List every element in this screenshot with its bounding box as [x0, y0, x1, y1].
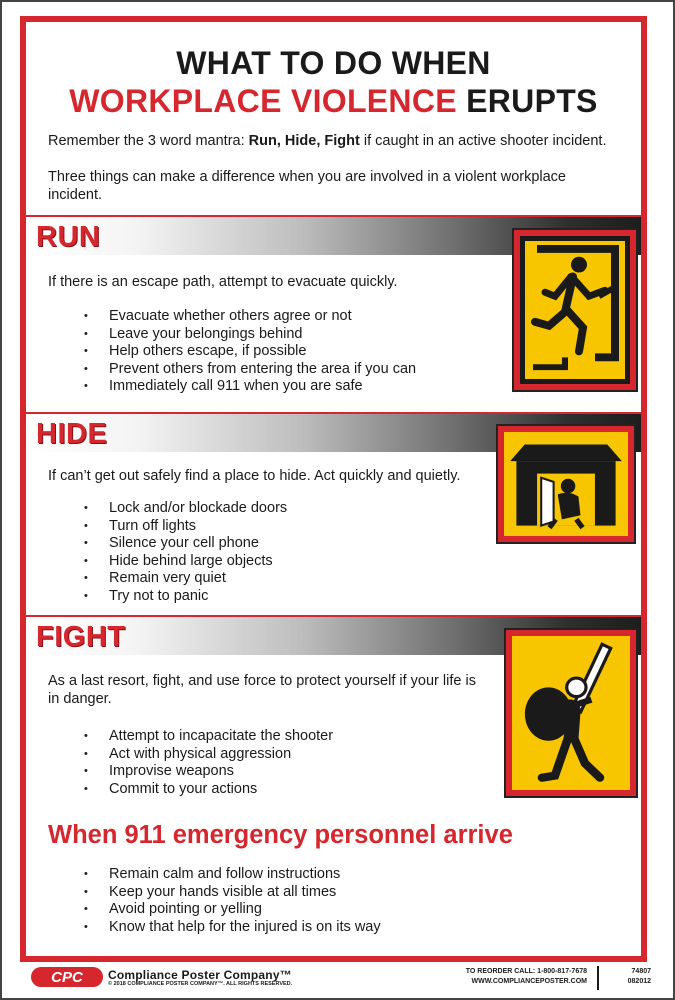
list-item: • Lock and/or blockade doors: [48, 500, 287, 518]
fight-heading: FIGHT: [36, 621, 126, 653]
website-link: WWW.COMPLIANCEPOSTER.COM: [471, 978, 587, 985]
list-item: • Avoid pointing or yelling: [48, 901, 381, 919]
run-bullet-list: [48, 308, 416, 396]
list-item: • Know that help for the injured is on its way: [48, 919, 381, 937]
footer-divider: [597, 966, 599, 990]
run-heading: RUN: [36, 221, 101, 253]
list-item: • Immediately call 911 when you are safe: [48, 378, 416, 396]
list-item: • Try not to panic: [48, 588, 287, 606]
hide-text: If can’t get out safely find a place to hide. Act quickly and quietly.: [48, 468, 461, 484]
fight-bullet-list: [48, 728, 333, 798]
poster-codes: [628, 967, 651, 987]
hiding-person-icon: [504, 432, 628, 536]
hide-bullet-list: [48, 500, 287, 606]
list-item: • Improvise weapons: [48, 763, 333, 781]
run-text: If there is an escape path, attempt to evacuate quickly.: [48, 274, 398, 290]
arrive-bullet-list: [48, 866, 381, 936]
list-item: • Evacuate whether others agree or not: [48, 308, 416, 326]
cpc-logo: [30, 966, 104, 988]
title-black-text: ERUPTS: [466, 83, 598, 119]
difference-text: Three things can make a difference when you are involved in a violent workplace incident.: [48, 169, 566, 203]
poster-code-2: 082012: [627, 978, 651, 985]
list-item: • Turn off lights: [48, 518, 287, 536]
list-item: • Remain calm and follow instructions: [48, 866, 381, 884]
reorder-info: [466, 967, 587, 987]
hide-icon-frame: [496, 424, 636, 544]
hide-heading: HIDE: [36, 418, 108, 450]
title-red-text: WORKPLACE VIOLENCE: [69, 83, 457, 119]
poster-code-1: 74807: [631, 968, 651, 975]
list-item: • Help others escape, if possible: [48, 343, 416, 361]
list-item: • Hide behind large objects: [48, 553, 287, 571]
arrive-heading: When 911 emergency personnel arrive: [48, 821, 513, 849]
footer: [2, 962, 675, 1000]
list-item: • Prevent others from entering the area if you can: [48, 361, 416, 379]
list-item: • Act with physical aggression: [48, 746, 333, 764]
title-line-2: [26, 82, 641, 120]
title-line-1: WHAT TO DO WHEN: [176, 45, 491, 81]
logo-text: CPC: [51, 969, 83, 986]
fight-text: As a last resort, fight, and use force to protect yourself if your life is in danger.: [48, 673, 476, 707]
mantra-text: Remember the 3 word mantra: Run, Hide, Fight if caught in an active shooter incident.: [48, 133, 607, 149]
list-item: • Commit to your actions: [48, 781, 333, 799]
fight-icon-frame: [504, 628, 638, 798]
fighting-person-icon: [512, 636, 630, 790]
list-item: • Attempt to incapacitate the shooter: [48, 728, 333, 746]
list-item: • Keep your hands visible at all times: [48, 884, 381, 902]
list-item: • Leave your belongings behind: [48, 326, 416, 344]
running-exit-icon: [520, 236, 630, 384]
mantra-bold: Run, Hide, Fight: [248, 133, 360, 149]
list-item: • Silence your cell phone: [48, 535, 287, 553]
list-item: • Remain very quiet: [48, 570, 287, 588]
reorder-phone: TO REORDER CALL: 1-800-817-7678: [465, 968, 587, 975]
company-name: Compliance Poster Company™: [108, 968, 292, 982]
run-icon-frame: [512, 228, 638, 392]
poster-title: [26, 44, 641, 120]
poster-frame: [20, 16, 647, 962]
copyright-text: © 2018 COMPLIANCE POSTER COMPANY™. ALL RIGHTS RESERVED.: [108, 981, 293, 987]
